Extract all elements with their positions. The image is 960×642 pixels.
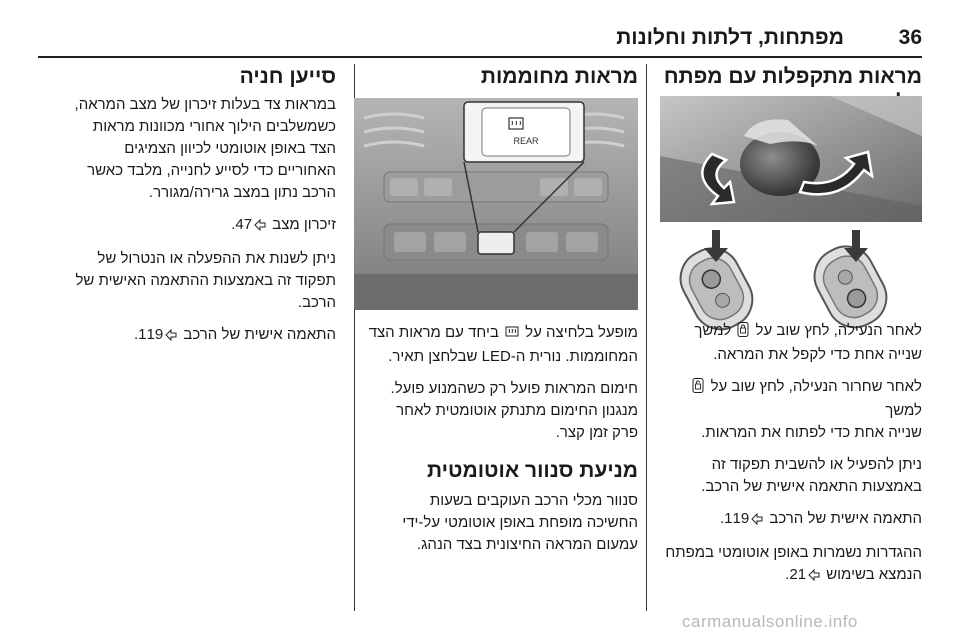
paragraph: החשיכה מופחת באופן אוטומטי על-ידי (402, 514, 638, 531)
paragraph: סנוור מכלי הרכב העוקבים בשעות (429, 492, 638, 509)
header-rule (38, 56, 922, 58)
paragraph: עמעום המראה החיצונית בצד הנהג. (416, 536, 638, 553)
paragraph: שנייה אחת כדי לקפל את המראה. (713, 346, 922, 363)
page-reference[interactable]: 21 (789, 566, 807, 583)
page-reference[interactable]: 119 (724, 510, 750, 527)
dashboard-illustration (354, 98, 638, 310)
unlock-button-icon (692, 378, 704, 400)
paragraph: ניתן לשנות את ההפעלה או הנטרול של (97, 250, 336, 267)
page-reference-icon (165, 326, 177, 348)
cross-reference: הנמצא בשימוש 21. (660, 564, 922, 588)
paragraph: באמצעות התאמה אישית של הרכב. (701, 478, 922, 495)
section-title: מראות מתקפלות עם מפתח (663, 65, 922, 88)
paragraph: הצד באופן אוטומטי לכיוון הצמיגים (124, 140, 336, 157)
paragraph: כשמשלבים הילוך אחורי מכוונות מראות (92, 118, 336, 135)
paragraph: תפקוד זה באמצעות ההתאמה האישית של (75, 272, 336, 289)
paragraph: ניתן להפעיל או להשבית תפקוד זה (711, 456, 922, 473)
paragraph: הרכב. (297, 294, 336, 311)
page-reference[interactable]: 119 (138, 326, 164, 343)
column-divider (646, 64, 647, 611)
watermark: carmanualsonline.info (682, 612, 858, 631)
paragraph: חימום המראות פועל רק כשהמנוע פועל. (390, 380, 638, 397)
paragraph: לאחר שחרור הנעילה, לחץ שוב על למשך (660, 376, 922, 422)
paragraph: האחוריים כדי לסייע לחנייה, מלבד כאשר (87, 162, 336, 179)
paragraph: ההגדרות נשמרות באופן אוטומטי במפתח (665, 544, 922, 561)
cross-reference: התאמה אישית של הרכב 119. (660, 508, 922, 532)
page-reference-icon (751, 510, 763, 532)
rear-defrost-icon (505, 324, 519, 346)
section-title: מראות מחוממות (480, 65, 638, 88)
paragraph: לאחר הנעילה, לחץ שוב על למשך (660, 320, 922, 344)
page-reference-icon (808, 566, 820, 588)
page-number: 36 (898, 26, 922, 49)
section-heated-mirrors (354, 64, 638, 553)
page-reference[interactable]: 47 (235, 216, 253, 233)
cross-reference: זיכרון מצב 47. (46, 214, 336, 238)
page-reference-icon (254, 216, 266, 238)
section-auto-dimming (354, 458, 638, 556)
running-title: מפתחות, דלתות וחלונות (616, 26, 844, 49)
section-title: סייען חניה (239, 65, 336, 88)
paragraph: הרכב נתון במצב גרירה/מגורר. (148, 184, 336, 201)
figure-folding-mirror (660, 96, 922, 222)
paragraph: במראות צד בעלות זיכרון של מצב המראה, (74, 96, 336, 113)
paragraph: פרק זמן קצר. (555, 424, 638, 441)
section-parking-assist (46, 64, 336, 348)
paragraph: שנייה אחת כדי לפתוח את המראות. (701, 424, 922, 441)
section-title: מניעת סנוור אוטומטית (427, 459, 638, 482)
paragraph: מנגנון החימום מתנתק אוטומטית לאחר (396, 402, 638, 419)
folding-mirror-illustration (660, 96, 922, 222)
paragraph: המחוממות. נורית ה-LED שבלחצן תאיר. (388, 348, 638, 365)
paragraph: מופעל בלחיצה על ביחד עם מראות הצד (354, 322, 638, 346)
cross-reference: התאמה אישית של הרכב 119. (46, 324, 336, 348)
lock-button-icon (737, 322, 749, 344)
figure-heated-mirror-button (354, 98, 638, 310)
page-header (0, 0, 960, 60)
section-folding-mirror (660, 64, 922, 583)
rear-button-label: REAR (513, 136, 539, 146)
